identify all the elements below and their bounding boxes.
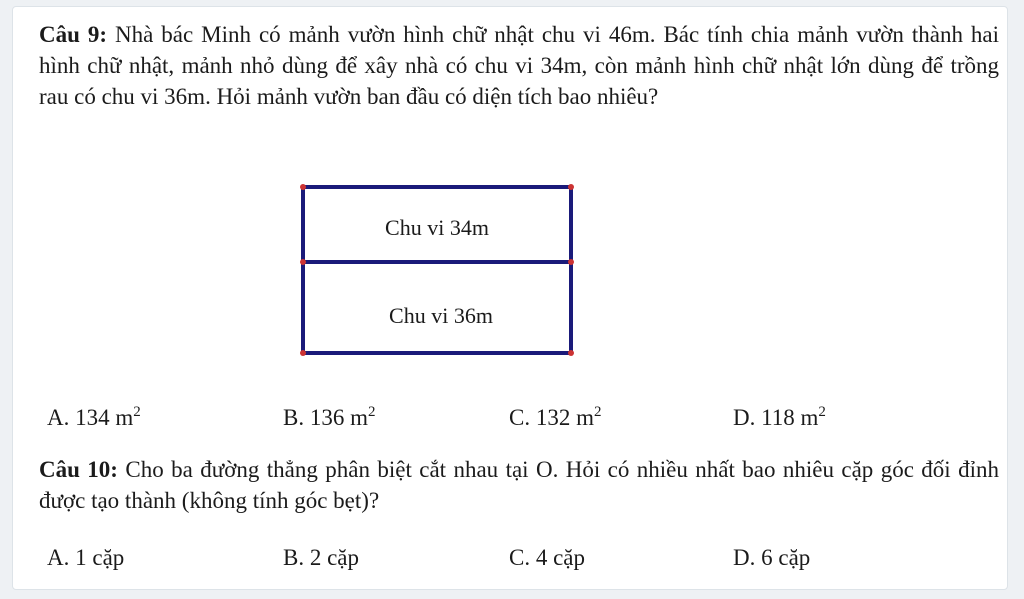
corner-point: [568, 259, 574, 265]
option-letter: C.: [509, 405, 531, 430]
question-10-body: Cho ba đường thẳng phân biệt cắt nhau tại O. Hỏi có nhiều nhất bao nhiêu cặp góc đối đỉnh được tạo thành (không tính góc bẹt)?: [39, 457, 999, 513]
option-exponent: 2: [133, 404, 141, 420]
corner-point: [300, 184, 306, 190]
question-9-body: Nhà bác Minh có mảnh vườn hình chữ nhật chu vi 46m. Bác tính chia mảnh vườn thành hai hình chữ nhật, mảnh nhỏ dùng để xây nhà có chu vi 34m, còn mảnh hình chữ nhật lớn dùng để trồng rau có chu vi 36m. Hỏi mảnh vườn ban đầu có diện tích bao nhiêu?: [39, 22, 1000, 109]
corner-point: [568, 350, 574, 356]
corner-point: [568, 184, 574, 190]
option-value: 2 cặp: [309, 545, 360, 570]
house-perimeter-label: Chu vi 34m: [385, 215, 489, 240]
question-10-text: [39, 454, 999, 516]
q9-option-b[interactable]: [283, 405, 375, 431]
vegetable-perimeter-label: Chu vi 36m: [389, 303, 493, 328]
option-value: 134 m: [75, 405, 134, 430]
option-letter: A.: [47, 405, 70, 430]
option-exponent: 2: [593, 404, 602, 420]
question-9-label: Câu 9:: [39, 22, 108, 47]
option-value: 118 m: [761, 405, 819, 430]
q10-option-a[interactable]: [47, 545, 124, 571]
question-9-text: [39, 19, 999, 112]
question-10-label: Câu 10:: [39, 457, 118, 482]
option-letter: B.: [283, 545, 305, 570]
option-letter: A.: [47, 545, 70, 570]
corner-point: [300, 350, 306, 356]
option-letter: C.: [509, 545, 531, 570]
q10-option-b[interactable]: [283, 545, 359, 571]
option-exponent: 2: [818, 404, 826, 420]
garden-diagram: [293, 185, 583, 365]
worksheet-page: [12, 6, 1008, 590]
q9-option-a[interactable]: [47, 405, 141, 431]
option-exponent: 2: [367, 404, 376, 420]
option-value: 4 cặp: [535, 545, 586, 570]
q10-option-d[interactable]: [733, 545, 810, 571]
option-letter: D.: [733, 405, 756, 430]
option-value: 6 cặp: [761, 545, 811, 570]
q9-option-c[interactable]: [509, 405, 601, 431]
q10-option-c[interactable]: [509, 545, 585, 571]
option-value: 132 m: [535, 405, 594, 430]
option-letter: B.: [283, 405, 305, 430]
corner-point: [300, 259, 306, 265]
garden-rectangles: [293, 185, 583, 365]
option-letter: D.: [733, 545, 756, 570]
option-value: 1 cặp: [75, 545, 125, 570]
q9-option-d[interactable]: [733, 405, 826, 431]
option-value: 136 m: [309, 405, 368, 430]
